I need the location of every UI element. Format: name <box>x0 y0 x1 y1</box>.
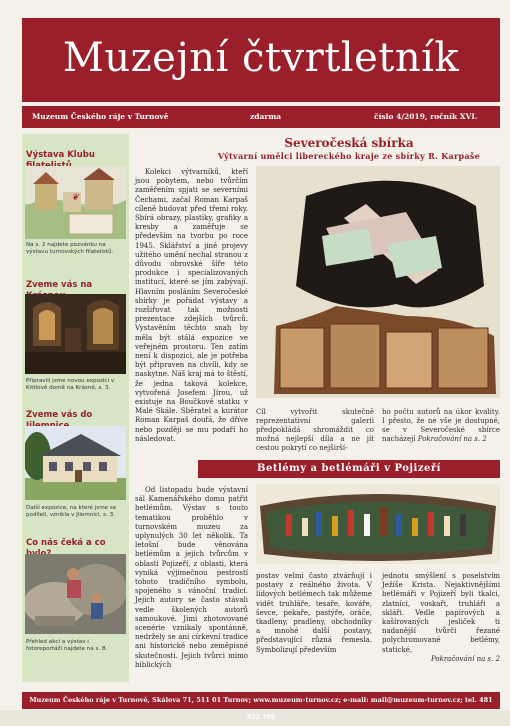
sidebar-heading-philately: Výstava Klubu <box>26 150 95 160</box>
sidebar <box>22 134 129 682</box>
article1-caption-right <box>382 408 500 444</box>
footer-contact <box>22 692 500 721</box>
article1-title: Severočeská sbírka <box>284 136 414 150</box>
sidebar-text-events: Přehled akcí a výstav i fotoreportáží najdete na s. 8. <box>26 639 108 653</box>
masthead <box>22 18 500 102</box>
jilemnice-house-image <box>25 426 126 500</box>
sidebar-heading-events: Co nás čeká a co <box>26 538 106 548</box>
price-label: zdarma <box>250 112 282 121</box>
footer-text: Muzeum Českého ráje v Turnově, Skálova 71, 511 01 Turnov; www.muzeum-turnov.cz; e-mail: mail@muzeum-turnov.cz; tel. 481 322 106 <box>29 696 493 721</box>
nativity-scene-photo <box>256 484 500 564</box>
article1-paragraph: Kolekci výtvarníků, kteří jsou pobytem, nebo tvůrčím zaměřením spjati se severními Čechami, začal Roman Karpaš cíleně budovat před třemi roky. Sbírá obrazy, plastiky, grafiky a kresby a zaměřuje se především na tvorbu po roce 1945. Sklářství a jiné projevy užitého umění nechal stranou z důvodu obrovské šíře této produkce i specializovaných institucí, které se jím zabývají. Hlavním posláním Severočeské sbírky je pořádat výstavy a rozšiřovat tak možnosti prezentace zdejších tvůrců. Vystavěním těchto snah by měla být stálá expozice ve veřejném prostoru. Ten zatím není k dispozici, ale je potřeba být připraven na chvíli, kdy se naskytne. Náš kraj má to štěstí, že jedna taková kolekce, vytvořená Josefem Jírou, už existuje na Boučkově statku v Malé Skále. Sběratel a kurátor Roman Karpaš doufá, že dříve nebo později se mu podaří ho následovat. <box>135 168 248 443</box>
krasna-interior-image <box>25 294 126 374</box>
article2-paragraph-3: jednotu smýšlení s poselstvím Ježíše Krista. Nejaktivnějšími betlémáři v Pojizeří byli tkalci, zlatníci, voskaři, truhláři a skláři. Vedle papírových a kašírovaných jesliček ti nadanější tvůrči řezané polychromované betlémy, statické, <box>382 572 500 654</box>
sidebar-heading-jilemnice: Zveme vás do <box>26 410 93 420</box>
article2-paragraph-1: Od listopadu bude výstavní sál Kamenářského domu patřit betlémům. Výstav s touto tematikou proběhlo v turnovském muzeu za uplynulých 30 let několik. Ta letošní bude věnována betlémům a jejich tvůrcům v oblasti Pojizeří, z oblasti, která vyniká výjimečnou pestrostí tohoto tradičního symbolu, spojeného s vánoční tradicí. Jejich autory se často stávali vedle školených autorů samoukové. Jimi zhotovované scenérie vznikaly spontánně, nedržely se ani církevní tradice ani historické nebo zeměpisné skutečnosti. Jejich tvůrci mimo biblických <box>135 486 248 669</box>
sidebar-heading-krasna: Zveme vás na <box>26 280 93 290</box>
page-title: Muzejní čtvrtletník <box>62 35 460 81</box>
masthead-info-bar <box>22 106 500 128</box>
issue-number: číslo 4/2019, ročník XVI. <box>374 112 478 121</box>
svg-text:❦: ❦ <box>71 193 79 203</box>
sidebar-text-krasna: Připravili jsme novou expozici v Kittlově domě na Krásné, s. 3. <box>26 378 115 392</box>
stamp-exhibition-image <box>25 166 126 239</box>
article1-caption-right-text: ho počtu autorů na úkor kvality. I přesto, že ne vše je dostupné, se v Severočeské sbírce nacházejí <box>382 408 500 443</box>
article1-body <box>135 168 248 444</box>
article1-caption-left: Cíl vytvořit skutečně reprezentativní galerii předpokládá shromáždit co možná nejlepší díla a ne jít cestou pokrytí co nejširší- <box>256 408 374 452</box>
publisher-name: Muzeum Českého ráje v Turnově <box>32 112 169 121</box>
article2-body-col1 <box>135 486 248 670</box>
article2-title: Betlémy a betlémáři v Pojizeří <box>257 463 441 474</box>
sidebar-text-philately: Na s. 2 najdete pozvánku na výstavu turnovských filatelistů. <box>26 242 114 256</box>
article2-continued: Pokračování na s. 2 <box>430 654 500 663</box>
article1-continued: Pokračování na s. 2 <box>417 435 487 443</box>
article2-paragraph-2: postav velmi často ztvárňují i postavy z reálného života. V lidových betlémech tak můžeme vidět truhláře, tesaře, kováře, ševce, pekaře, pastýře, oráče, tkadleny, pradleny, obchodníky a mnohé další postavy, představující různá řemesla. Symbolizují především <box>256 572 372 654</box>
article1-subtitle: Výtvarní umělci libereckého kraje ze sbírky R. Karpaše <box>217 151 481 161</box>
sidebar-text-jilemnice: Další expozice, na které jsme se podíleli, vznikla v Jilemnici, s. 3. <box>26 505 117 519</box>
events-photo-image <box>25 554 126 634</box>
article2-body-col2 <box>256 572 372 655</box>
article2-body-col3 <box>382 572 500 664</box>
article2-title-banner <box>198 460 500 478</box>
artwork-photo <box>256 166 500 398</box>
